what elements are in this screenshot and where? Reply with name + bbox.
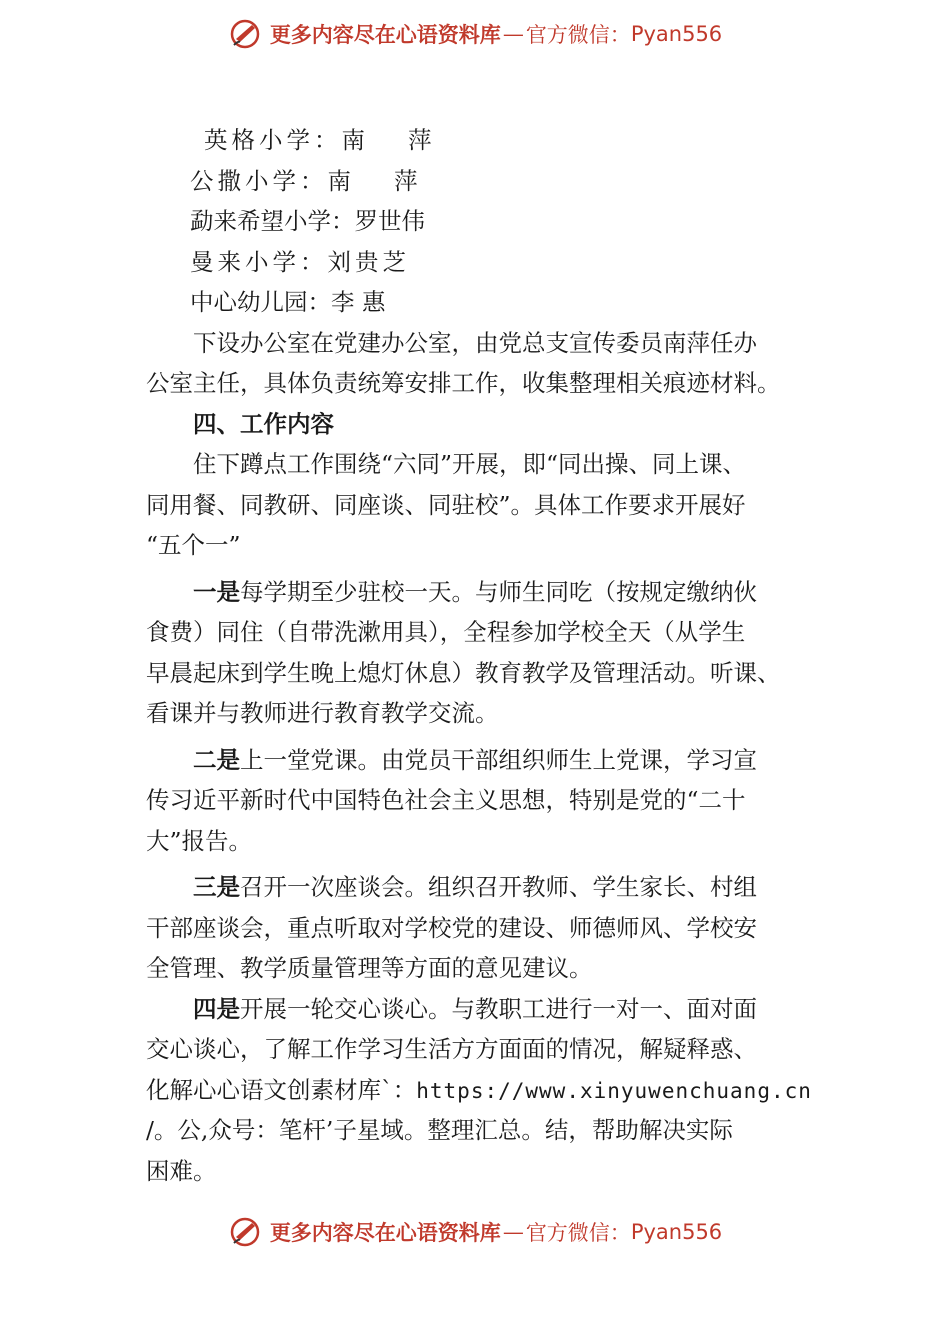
source-url: https://www.xinyuwenchuang.cn [416,1078,812,1103]
person-line: 中心幼儿园：李 惠 [190,288,386,316]
item-two-text: 上一堂党课。由党员干部组织师生上党课，学习宣 [240,745,757,774]
banner-tail: 官方微信： [525,1221,631,1245]
item-two-line: 大”报告。 [146,826,253,855]
item-three-lead: 三是 [193,873,240,901]
item-two-lead: 二是 [193,745,240,774]
banner-lead: 更多内容尽在心语资料库 [269,22,501,47]
item-three-line: 干部座谈会，重点听取对学校党的建设、师德师风、学校安 [146,913,757,942]
item-one-lead: 一是 [193,577,240,606]
item-two-first-line [146,740,816,781]
item-one-first-line [146,572,816,613]
person-line: 曼来小学：刘贵芝 [190,247,410,276]
item-four-first-line [146,989,816,1030]
brush-logo-icon [228,17,262,51]
item-four-line: /。公,众号：笔杆’子星域。整理汇总。结，帮助解决实际 [146,1116,733,1144]
person-line: 英格小学：南 萍 [204,126,436,154]
item-four-lead: 四是 [193,994,240,1023]
intro-line: 同用餐、同教研、同座谈、同驻校”。具体工作要求开展好 [146,490,746,519]
item-one-line: 看课并与教师进行教育教学交流。 [146,699,499,727]
item-four-text: 化解心心语文创素材库`： [146,1075,417,1104]
banner-wechat: Pyan556 [630,22,723,46]
item-four-line [146,1070,816,1111]
document-body [146,120,816,1191]
footer-banner [0,1212,950,1252]
item-four-line: 交心谈心，了解工作学习生活方方面面的情况，解疑释惑、 [146,1035,757,1063]
intro-line: “五个一” [146,531,241,559]
banner-dash: — [502,22,524,46]
person-line: 勐来希望小学：罗世伟 [190,207,425,235]
item-three-first-line [146,867,816,908]
person-line: 公撒小学：南 萍 [190,166,422,195]
section-heading: 四、工作内容 [193,409,334,438]
item-one-line: 食费）同住（自带洗漱用具），全程参加学校全天（从学生 [146,618,746,646]
banner-dash: — [502,1220,524,1244]
item-one-line: 早晨起床到学生晚上熄灯休息）教育教学及管理活动。听课、 [146,658,781,687]
office-paragraph-line: 下设办公室在党建办公室，由党总支宣传委员南萍任办 [193,328,757,357]
item-four-text: 开展一轮交心谈心。与教职工进行一对一、面对面 [240,994,757,1023]
banner-wechat: Pyan556 [630,1220,723,1244]
header-banner [0,14,950,54]
item-two-line: 传习近平新时代中国特色社会主义思想，特别是党的“二十 [146,786,746,814]
item-four-line: 困难。 [146,1156,217,1185]
banner-lead: 更多内容尽在心语资料库 [269,1220,501,1245]
item-one-text: 每学期至少驻校一天。与师生同吃（按规定缴纳伙 [240,577,757,606]
banner-tail: 官方微信： [525,23,631,47]
office-paragraph-line: 公室主任，具体负责统筹安排工作，收集整理相关痕迹材料。 [146,369,781,397]
item-three-text: 召开一次座谈会。组织召开教师、学生家长、村组 [240,873,757,901]
intro-line: 住下蹲点工作围绕“六同”开展，即“同出操、同上课、 [193,450,747,478]
item-three-line: 全管理、教学质量管理等方面的意见建议。 [146,954,593,982]
brush-logo-icon [228,1215,262,1249]
